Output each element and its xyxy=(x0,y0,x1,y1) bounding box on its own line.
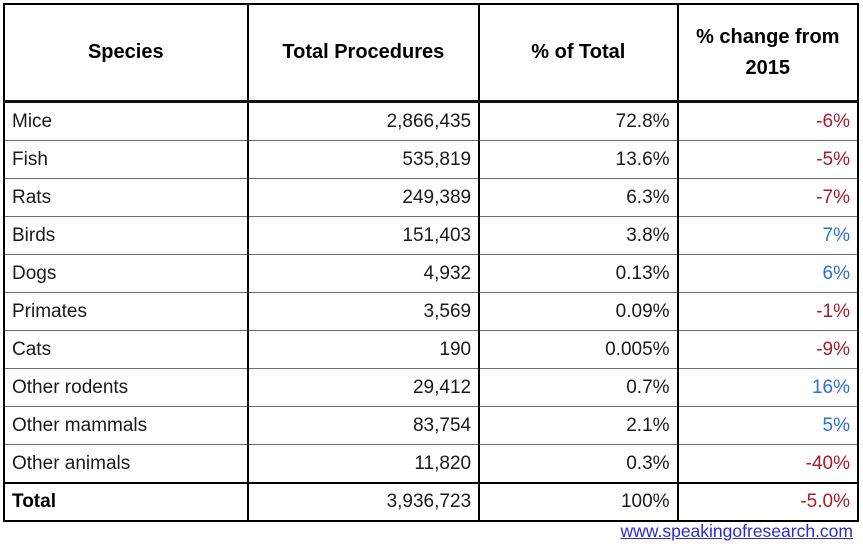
species-procedures-table xyxy=(3,3,859,522)
species-cell: Rats xyxy=(4,179,248,217)
table-body xyxy=(4,102,858,522)
pct-total-cell: 13.6% xyxy=(479,141,677,179)
change-cell: 6% xyxy=(678,255,858,293)
species-cell: Other rodents xyxy=(4,369,248,407)
pct-total-cell: 0.005% xyxy=(479,331,677,369)
column-header-change: % change from 2015 xyxy=(678,4,858,102)
table-row-primates xyxy=(4,293,858,331)
table-row-other-animals xyxy=(4,445,858,484)
species-cell: Birds xyxy=(4,217,248,255)
species-cell: Other animals xyxy=(4,445,248,484)
procedures-cell: 3,569 xyxy=(248,293,480,331)
procedures-cell: 4,932 xyxy=(248,255,480,293)
table-row-birds xyxy=(4,217,858,255)
change-cell: -7% xyxy=(678,179,858,217)
header-row xyxy=(4,4,858,102)
procedures-cell: 151,403 xyxy=(248,217,480,255)
species-cell: Mice xyxy=(4,102,248,141)
change-cell: -40% xyxy=(678,445,858,484)
change-cell: -9% xyxy=(678,331,858,369)
change-cell: -5% xyxy=(678,141,858,179)
species-cell: Dogs xyxy=(4,255,248,293)
procedures-cell: 29,412 xyxy=(248,369,480,407)
table-header xyxy=(4,4,858,102)
species-cell: Primates xyxy=(4,293,248,331)
procedures-cell: 190 xyxy=(248,331,480,369)
pct-total-cell: 0.3% xyxy=(479,445,677,484)
pct-total-cell: 0.13% xyxy=(479,255,677,293)
pct-total-cell: 3.8% xyxy=(479,217,677,255)
pct-total-cell: 0.7% xyxy=(479,369,677,407)
pct-total-cell: 0.09% xyxy=(479,293,677,331)
pct-total-cell: 2.1% xyxy=(479,407,677,445)
total-pct-cell: 100% xyxy=(479,483,677,521)
change-cell: -1% xyxy=(678,293,858,331)
table-row-cats xyxy=(4,331,858,369)
change-cell: 16% xyxy=(678,369,858,407)
table-row-other-rodents xyxy=(4,369,858,407)
change-cell: -6% xyxy=(678,102,858,141)
procedures-cell: 2,866,435 xyxy=(248,102,480,141)
pct-total-cell: 72.8% xyxy=(479,102,677,141)
species-cell: Fish xyxy=(4,141,248,179)
procedures-cell: 83,754 xyxy=(248,407,480,445)
table-row-dogs xyxy=(4,255,858,293)
change-cell: 7% xyxy=(678,217,858,255)
change-cell: 5% xyxy=(678,407,858,445)
footer xyxy=(621,521,853,542)
procedures-cell: 535,819 xyxy=(248,141,480,179)
table-row-total xyxy=(4,483,858,521)
table-row-rats xyxy=(4,179,858,217)
speakingofresearch-link[interactable]: www.speakingofresearch.com xyxy=(620,521,853,541)
total-procedures-cell: 3,936,723 xyxy=(248,483,480,521)
total-change-cell: -5.0% xyxy=(678,483,858,521)
column-header-procedures: Total Procedures xyxy=(248,4,480,102)
total-label-cell: Total xyxy=(4,483,248,521)
species-cell: Other mammals xyxy=(4,407,248,445)
pct-total-cell: 6.3% xyxy=(479,179,677,217)
procedures-cell: 11,820 xyxy=(248,445,480,484)
column-header-pct-total: % of Total xyxy=(479,4,677,102)
column-header-species: Species xyxy=(4,4,248,102)
table-row-other-mammals xyxy=(4,407,858,445)
species-cell: Cats xyxy=(4,331,248,369)
table-row-mice xyxy=(4,102,858,141)
procedures-cell: 249,389 xyxy=(248,179,480,217)
table-row-fish xyxy=(4,141,858,179)
